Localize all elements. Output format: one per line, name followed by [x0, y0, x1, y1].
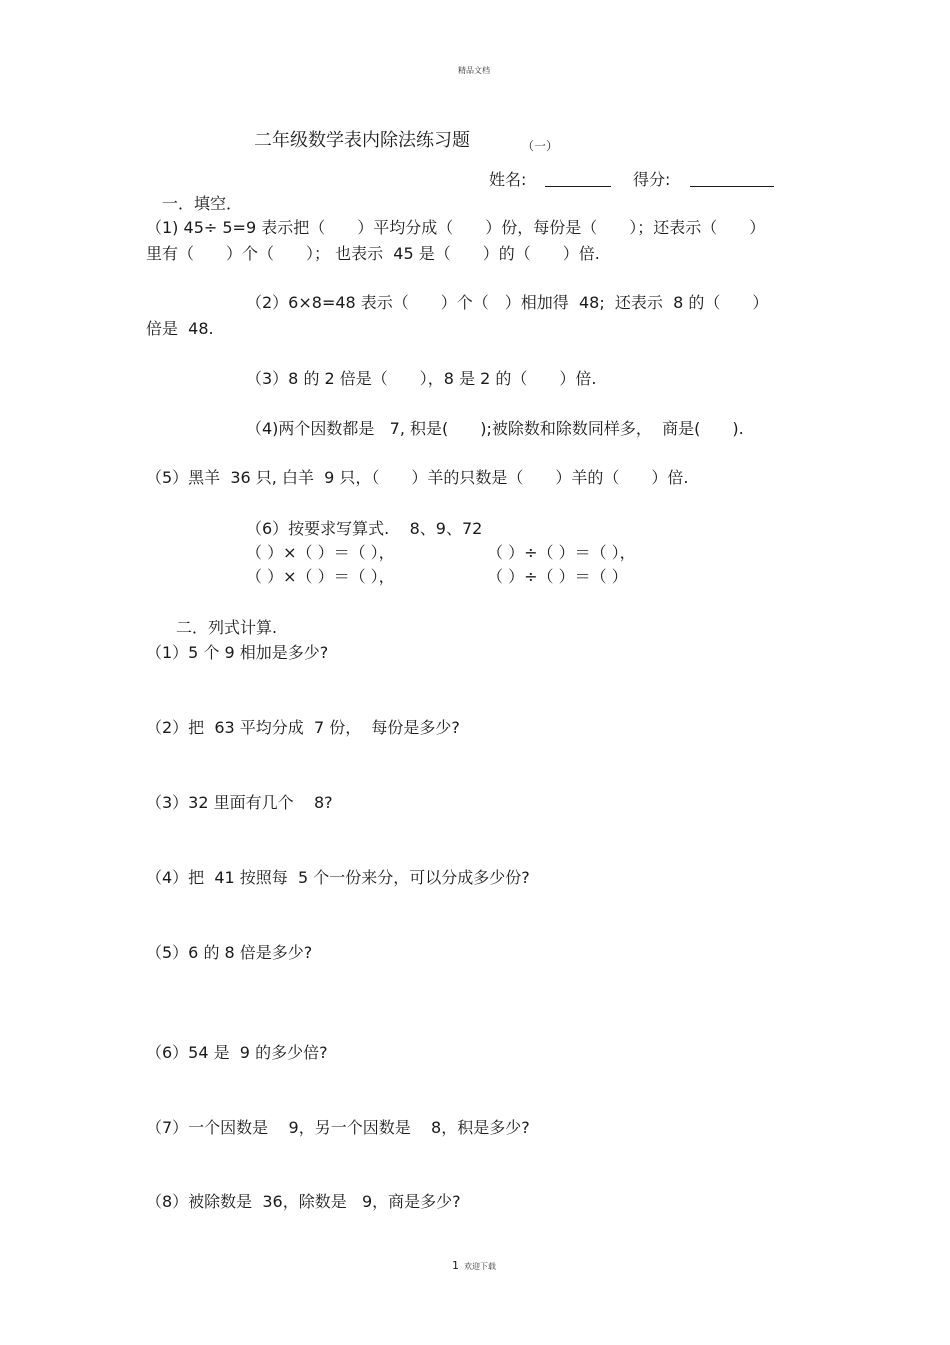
fill-q6-row2-left: （ ）×（ ）＝（ ）， [246, 567, 395, 586]
fill-q6-row2-right: （ ）÷（ ）＝（ ） [487, 567, 628, 586]
name-blank [545, 170, 611, 187]
worksheet-subtitle: （一） [522, 139, 559, 153]
fill-q5: （5）黑羊 36 只, 白羊 9 只，（ ）羊的只数是（ ）羊的（ ）倍. [146, 468, 689, 487]
calc-q1: （1）5 个 9 相加是多少? [146, 643, 329, 662]
section2-heading: 二．列式计算. [176, 618, 278, 637]
calc-q8: （8）被除数是 36，除数是 9，商是多少? [146, 1192, 461, 1211]
score-label: 得分: [633, 170, 671, 189]
fill-q2-line1: （2）6×8=48 表示（ ）个（ ）相加得 48; 还表示 8 的（ ） [246, 293, 769, 312]
calc-q3: （3）32 里面有几个 8? [146, 793, 333, 812]
section1-heading: 一．填空． [162, 194, 243, 213]
fill-q3: （3）8 的 2 倍是（ ），8 是 2 的（ ）倍. [246, 369, 597, 388]
calc-q5: （5）6 的 8 倍是多少? [146, 943, 313, 962]
fill-q4: （4)两个因数都是 7, 积是( );被除数和除数同样多， 商是( ). [246, 419, 744, 438]
page-number: 1 [452, 1259, 459, 1272]
score-blank [690, 170, 774, 187]
header-note: 精品文档 [458, 66, 490, 75]
calc-q7: （7）一个因数是 9，另一个因数是 8，积是多少? [146, 1118, 530, 1137]
worksheet-title: 二年级数学表内除法练习题 [254, 130, 470, 151]
calc-q4: （4）把 41 按照每 5 个一份来分，可以分成多少份? [146, 868, 530, 887]
fill-q1-line1: （1) 45÷ 5=9 表示把（ ）平均分成（ ）份，每份是（ ）；还表示（ ） [146, 218, 766, 237]
fill-q6-row1-right: （ ）÷（ ）＝（ ）， [487, 543, 636, 562]
name-label: 姓名: [489, 170, 527, 189]
fill-q1-line2: 里有（ ）个（ ）； 也表示 45 是（ ）的（ ）倍. [146, 244, 600, 263]
fill-q6-intro: （6）按要求写算式. 8、9、72 [246, 519, 483, 538]
fill-q6-row1-left: （ ）×（ ）＝（ ）， [246, 543, 395, 562]
calc-q6: （6）54 是 9 的多少倍? [146, 1043, 328, 1062]
fill-q2-line2: 倍是 48. [146, 319, 214, 338]
calc-q2: （2）把 63 平均分成 7 份， 每份是多少? [146, 718, 460, 737]
footer-note: 欢迎下载 [464, 1262, 496, 1271]
